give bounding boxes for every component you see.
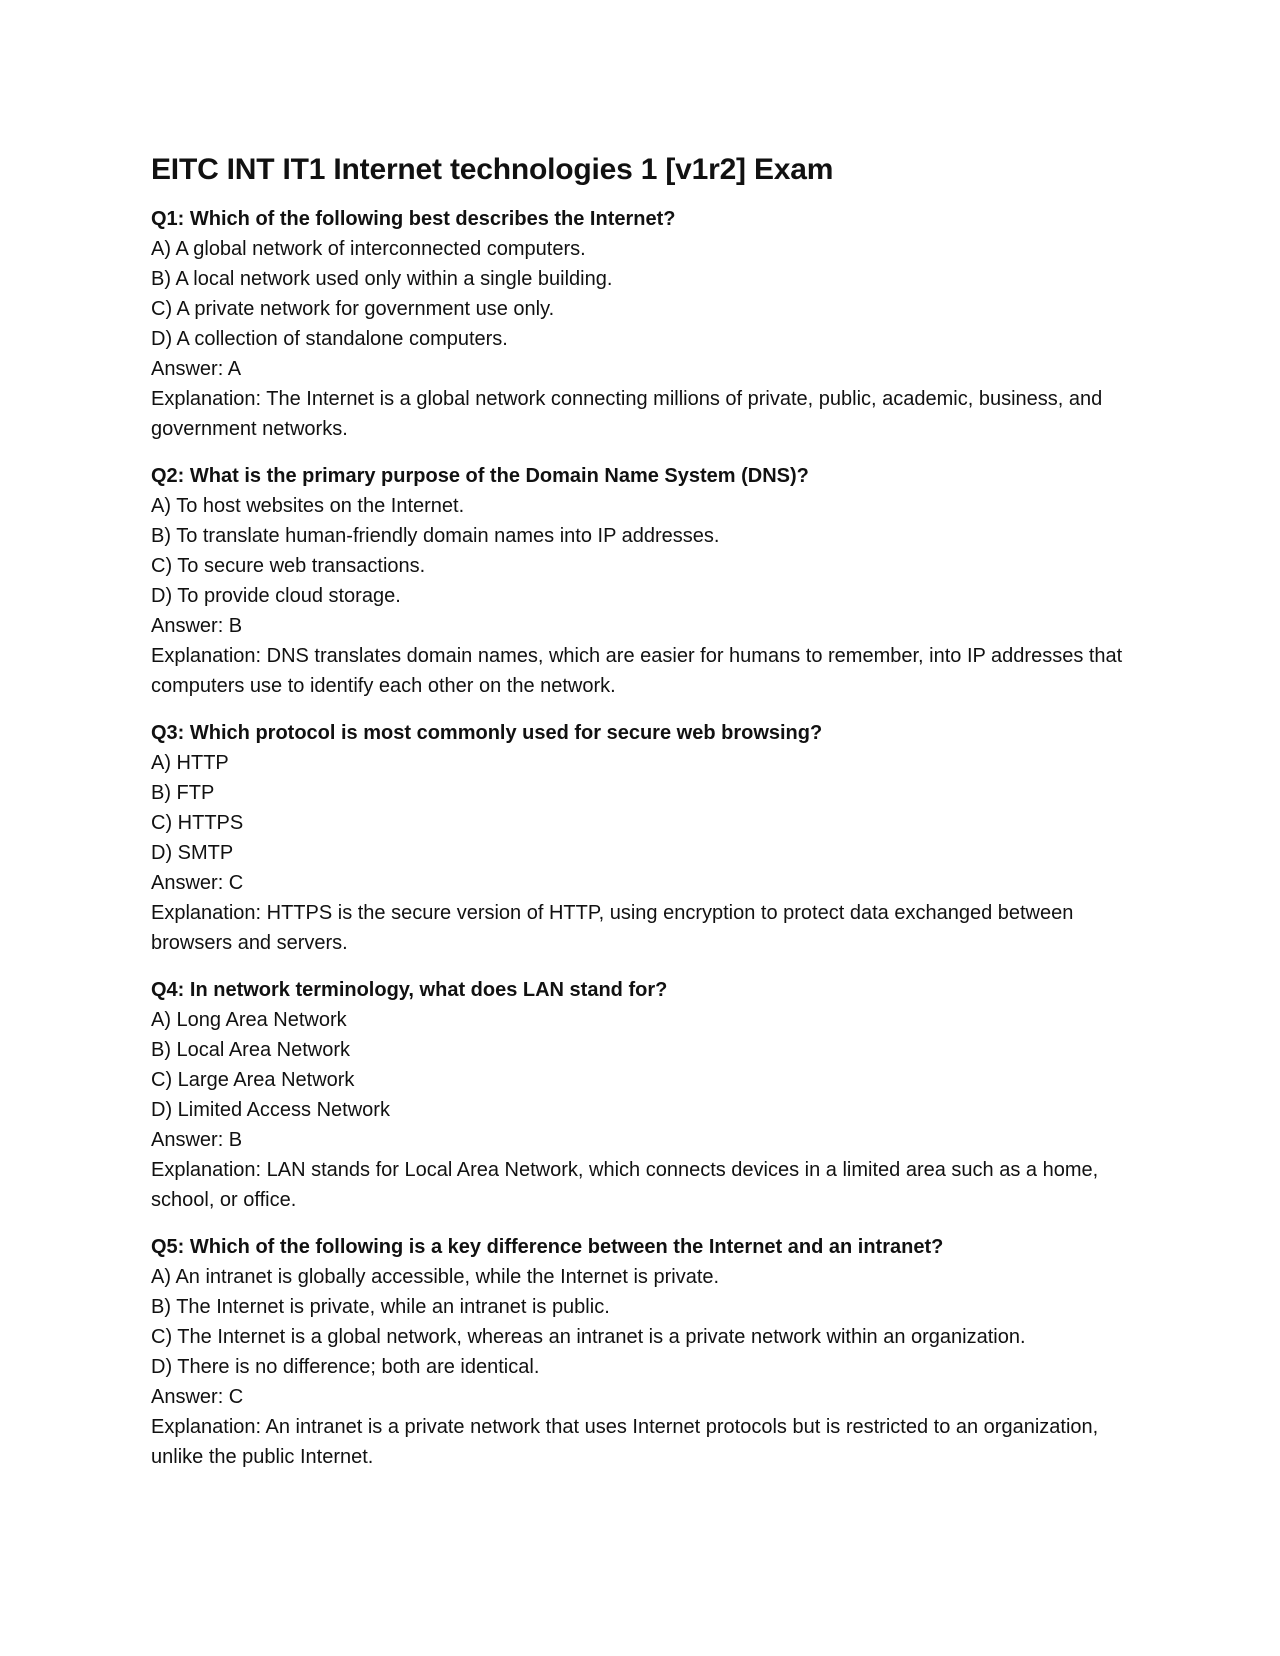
option-c: C) Large Area Network [151, 1069, 355, 1091]
option-d: D) SMTP [151, 842, 234, 864]
option-a: A) A global network of interconnected computers. [151, 238, 586, 260]
option-b: B) Local Area Network [151, 1039, 350, 1061]
explanation-text: Explanation: LAN stands for Local Area Network, which connects devices in a limited area such as a home, school, or office. [151, 1159, 1099, 1211]
answer-line: Answer: C [151, 1386, 244, 1408]
option-b: B) The Internet is private, while an intranet is public. [151, 1296, 610, 1318]
question-text: Q1: Which of the following best describes the Internet? [151, 208, 676, 230]
question-text: Q4: In network terminology, what does LAN stand for? [151, 979, 668, 1001]
answer-line: Answer: A [151, 358, 242, 380]
option-d: D) To provide cloud storage. [151, 585, 401, 607]
option-b: B) FTP [151, 782, 215, 804]
answer-line: Answer: B [151, 1129, 243, 1151]
option-c: C) The Internet is a global network, whereas an intranet is a private network within an organization. [151, 1326, 1026, 1348]
question-text: Q3: Which protocol is most commonly used for secure web browsing? [151, 722, 823, 744]
question-block-3 [151, 718, 1151, 958]
option-d: D) A collection of standalone computers. [151, 328, 508, 350]
question-block-1 [151, 204, 1151, 444]
option-c: C) HTTPS [151, 812, 244, 834]
option-c: C) A private network for government use only. [151, 298, 555, 320]
question-block-4 [151, 975, 1151, 1215]
option-d: D) Limited Access Network [151, 1099, 390, 1121]
document-title: EITC INT IT1 Internet technologies 1 [v1r2] Exam [151, 153, 834, 186]
option-a: A) An intranet is globally accessible, while the Internet is private. [151, 1266, 720, 1288]
answer-line: Answer: C [151, 872, 244, 894]
option-c: C) To secure web transactions. [151, 555, 426, 577]
exam-document [151, 150, 1151, 1489]
explanation-text: Explanation: HTTPS is the secure version of HTTP, using encryption to protect data exchanged between browsers and servers. [151, 902, 1074, 954]
question-text: Q2: What is the primary purpose of the Domain Name System (DNS)? [151, 465, 809, 487]
option-b: B) A local network used only within a single building. [151, 268, 613, 290]
explanation-text: Explanation: DNS translates domain names, which are easier for humans to remember, into IP addresses that computers use to identify each other on the network. [151, 645, 1123, 697]
option-a: A) Long Area Network [151, 1009, 347, 1031]
answer-line: Answer: B [151, 615, 243, 637]
option-b: B) To translate human-friendly domain names into IP addresses. [151, 525, 720, 547]
option-a: A) HTTP [151, 752, 229, 774]
question-block-5 [151, 1232, 1151, 1472]
option-d: D) There is no difference; both are identical. [151, 1356, 540, 1378]
explanation-text: Explanation: An intranet is a private network that uses Internet protocols but is restricted to an organization, unlike the public Internet. [151, 1416, 1099, 1468]
option-a: A) To host websites on the Internet. [151, 495, 465, 517]
explanation-text: Explanation: The Internet is a global network connecting millions of private, public, academic, business, and government networks. [151, 388, 1103, 440]
question-text: Q5: Which of the following is a key difference between the Internet and an intranet? [151, 1236, 944, 1258]
question-block-2 [151, 461, 1151, 701]
